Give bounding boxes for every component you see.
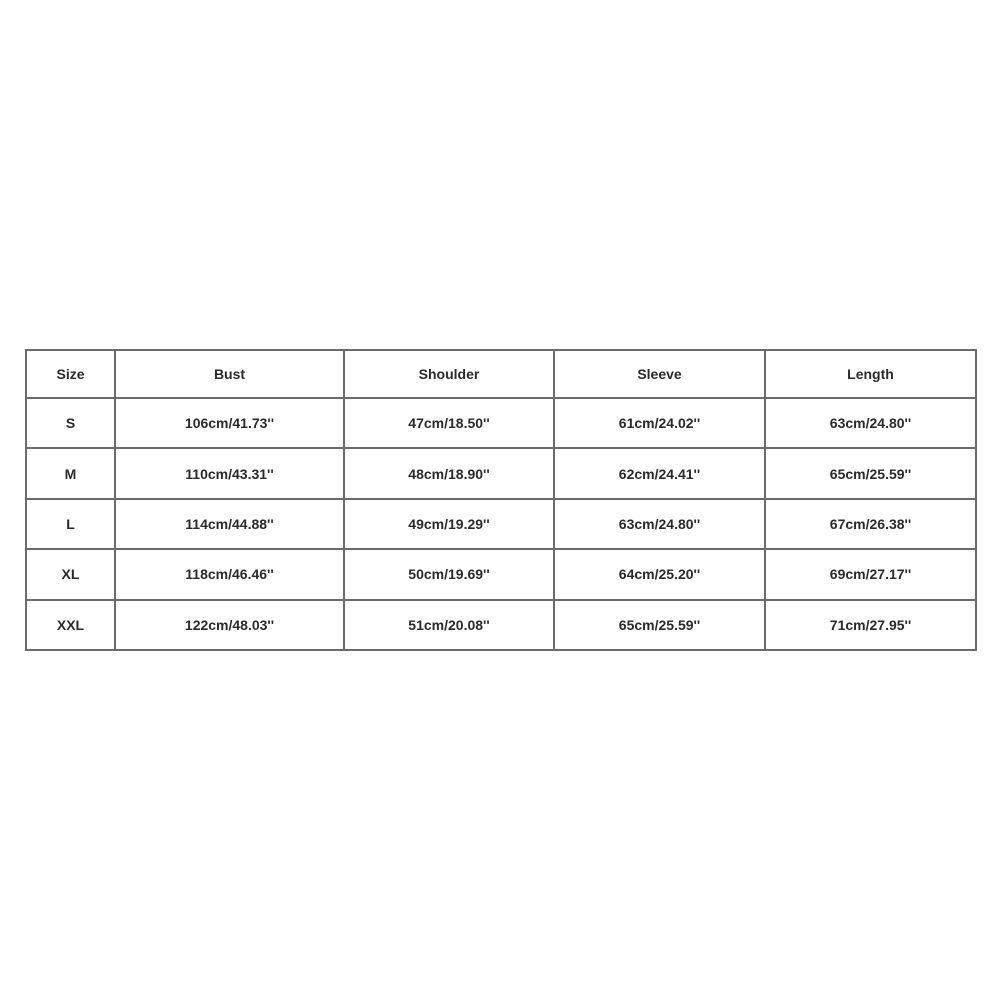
bust-cell: 118cm/46.46'' bbox=[115, 549, 344, 599]
size-chart-table bbox=[25, 349, 977, 651]
size-cell: L bbox=[26, 499, 115, 549]
length-cell: 71cm/27.95'' bbox=[765, 600, 976, 650]
length-cell: 67cm/26.38'' bbox=[765, 499, 976, 549]
bust-cell: 114cm/44.88'' bbox=[115, 499, 344, 549]
shoulder-cell: 47cm/18.50'' bbox=[344, 398, 554, 448]
length-cell: 65cm/25.59'' bbox=[765, 448, 976, 498]
header-cell-length: Length bbox=[765, 350, 976, 398]
sleeve-cell: 61cm/24.02'' bbox=[554, 398, 765, 448]
header-row bbox=[26, 350, 976, 398]
length-cell: 69cm/27.17'' bbox=[765, 549, 976, 599]
table-row bbox=[26, 549, 976, 599]
bust-cell: 110cm/43.31'' bbox=[115, 448, 344, 498]
sleeve-cell: 63cm/24.80'' bbox=[554, 499, 765, 549]
shoulder-cell: 50cm/19.69'' bbox=[344, 549, 554, 599]
shoulder-cell: 49cm/19.29'' bbox=[344, 499, 554, 549]
sleeve-cell: 64cm/25.20'' bbox=[554, 549, 765, 599]
table-row bbox=[26, 398, 976, 448]
shoulder-cell: 48cm/18.90'' bbox=[344, 448, 554, 498]
sleeve-cell: 65cm/25.59'' bbox=[554, 600, 765, 650]
size-cell: XL bbox=[26, 549, 115, 599]
size-cell: S bbox=[26, 398, 115, 448]
header-cell-sleeve: Sleeve bbox=[554, 350, 765, 398]
header-cell-size: Size bbox=[26, 350, 115, 398]
header-cell-shoulder: Shoulder bbox=[344, 350, 554, 398]
bust-cell: 106cm/41.73'' bbox=[115, 398, 344, 448]
length-cell: 63cm/24.80'' bbox=[765, 398, 976, 448]
shoulder-cell: 51cm/20.08'' bbox=[344, 600, 554, 650]
header-cell-bust: Bust bbox=[115, 350, 344, 398]
size-cell: M bbox=[26, 448, 115, 498]
sleeve-cell: 62cm/24.41'' bbox=[554, 448, 765, 498]
table-row bbox=[26, 499, 976, 549]
size-cell: XXL bbox=[26, 600, 115, 650]
table-row bbox=[26, 448, 976, 498]
table-row bbox=[26, 600, 976, 650]
bust-cell: 122cm/48.03'' bbox=[115, 600, 344, 650]
